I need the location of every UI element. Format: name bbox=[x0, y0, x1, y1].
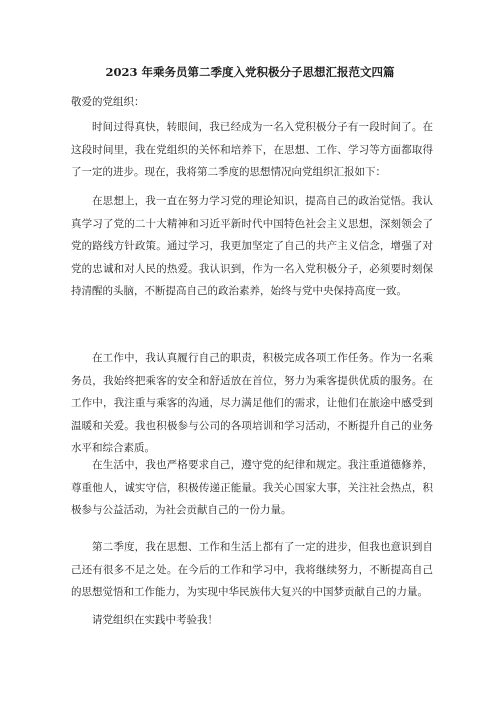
closing-line: 请党组织在实践中考验我！ bbox=[92, 614, 218, 626]
paragraph-summary: 第二季度，我在思想、工作和生活上都有了一定的进步，但我也意识到自己还有很多不足之处。在今后的工作和学习中，我将继续努力，不断提高自己的思想觉悟和工作能力，为实现中华民族伟大复兴的中国梦贡献自己的力量。 bbox=[71, 541, 433, 598]
paragraph-intro: 时间过得真快，转眼间，我已经成为一名入党积极分子有一段时间了。在这段时间里，我在党组织的关怀和培养下，在思想、工作、学习等方面都取得了一定的进步。现在，我将第二季度的思想情况向党组织汇报如下： bbox=[71, 121, 433, 178]
paragraph-thought: 在思想上，我一直在努力学习党的理论知识，提高自己的政治觉悟。我认真学习了党的二十大精神和习近平新时代中国特色社会主义思想，深刻领会了党的路线方针政策。通过学习，我更加坚定了自己的共产主义信念，增强了对党的忠诚和对人民的热爱。我认识到，作为一名入党积极分子，必须要时刻保持清醒的头脑，不断提高自己的政治素养，始终与党中央保持高度一致。 bbox=[71, 195, 433, 297]
paragraph-work: 在工作中，我认真履行自己的职责，积极完成各项工作任务。作为一名乘务员，我始终把乘客的安全和舒适放在首位，努力为乘客提供优质的服务。在工作中，我注重与乘客的沟通，尽力满足他们的需求，让他们在旅途中感受到温暖和关爱。我也积极参与公司的各项培训和学习活动，不断提升自己的业务水平和综合素质。 bbox=[71, 352, 433, 454]
salutation: 敬爱的党组织： bbox=[71, 96, 145, 108]
document-title: 2023 年乘务员第二季度入党积极分子思想汇报范文四篇 bbox=[105, 65, 395, 79]
paragraph-life: 在生活中，我也严格要求自己，遵守党的纪律和规定。我注重道德修养，尊重他人，诚实守信，积极传递正能量。我关心国家大事，关注社会热点，积极参与公益活动，为社会贡献自己的一份力量。 bbox=[71, 459, 433, 516]
